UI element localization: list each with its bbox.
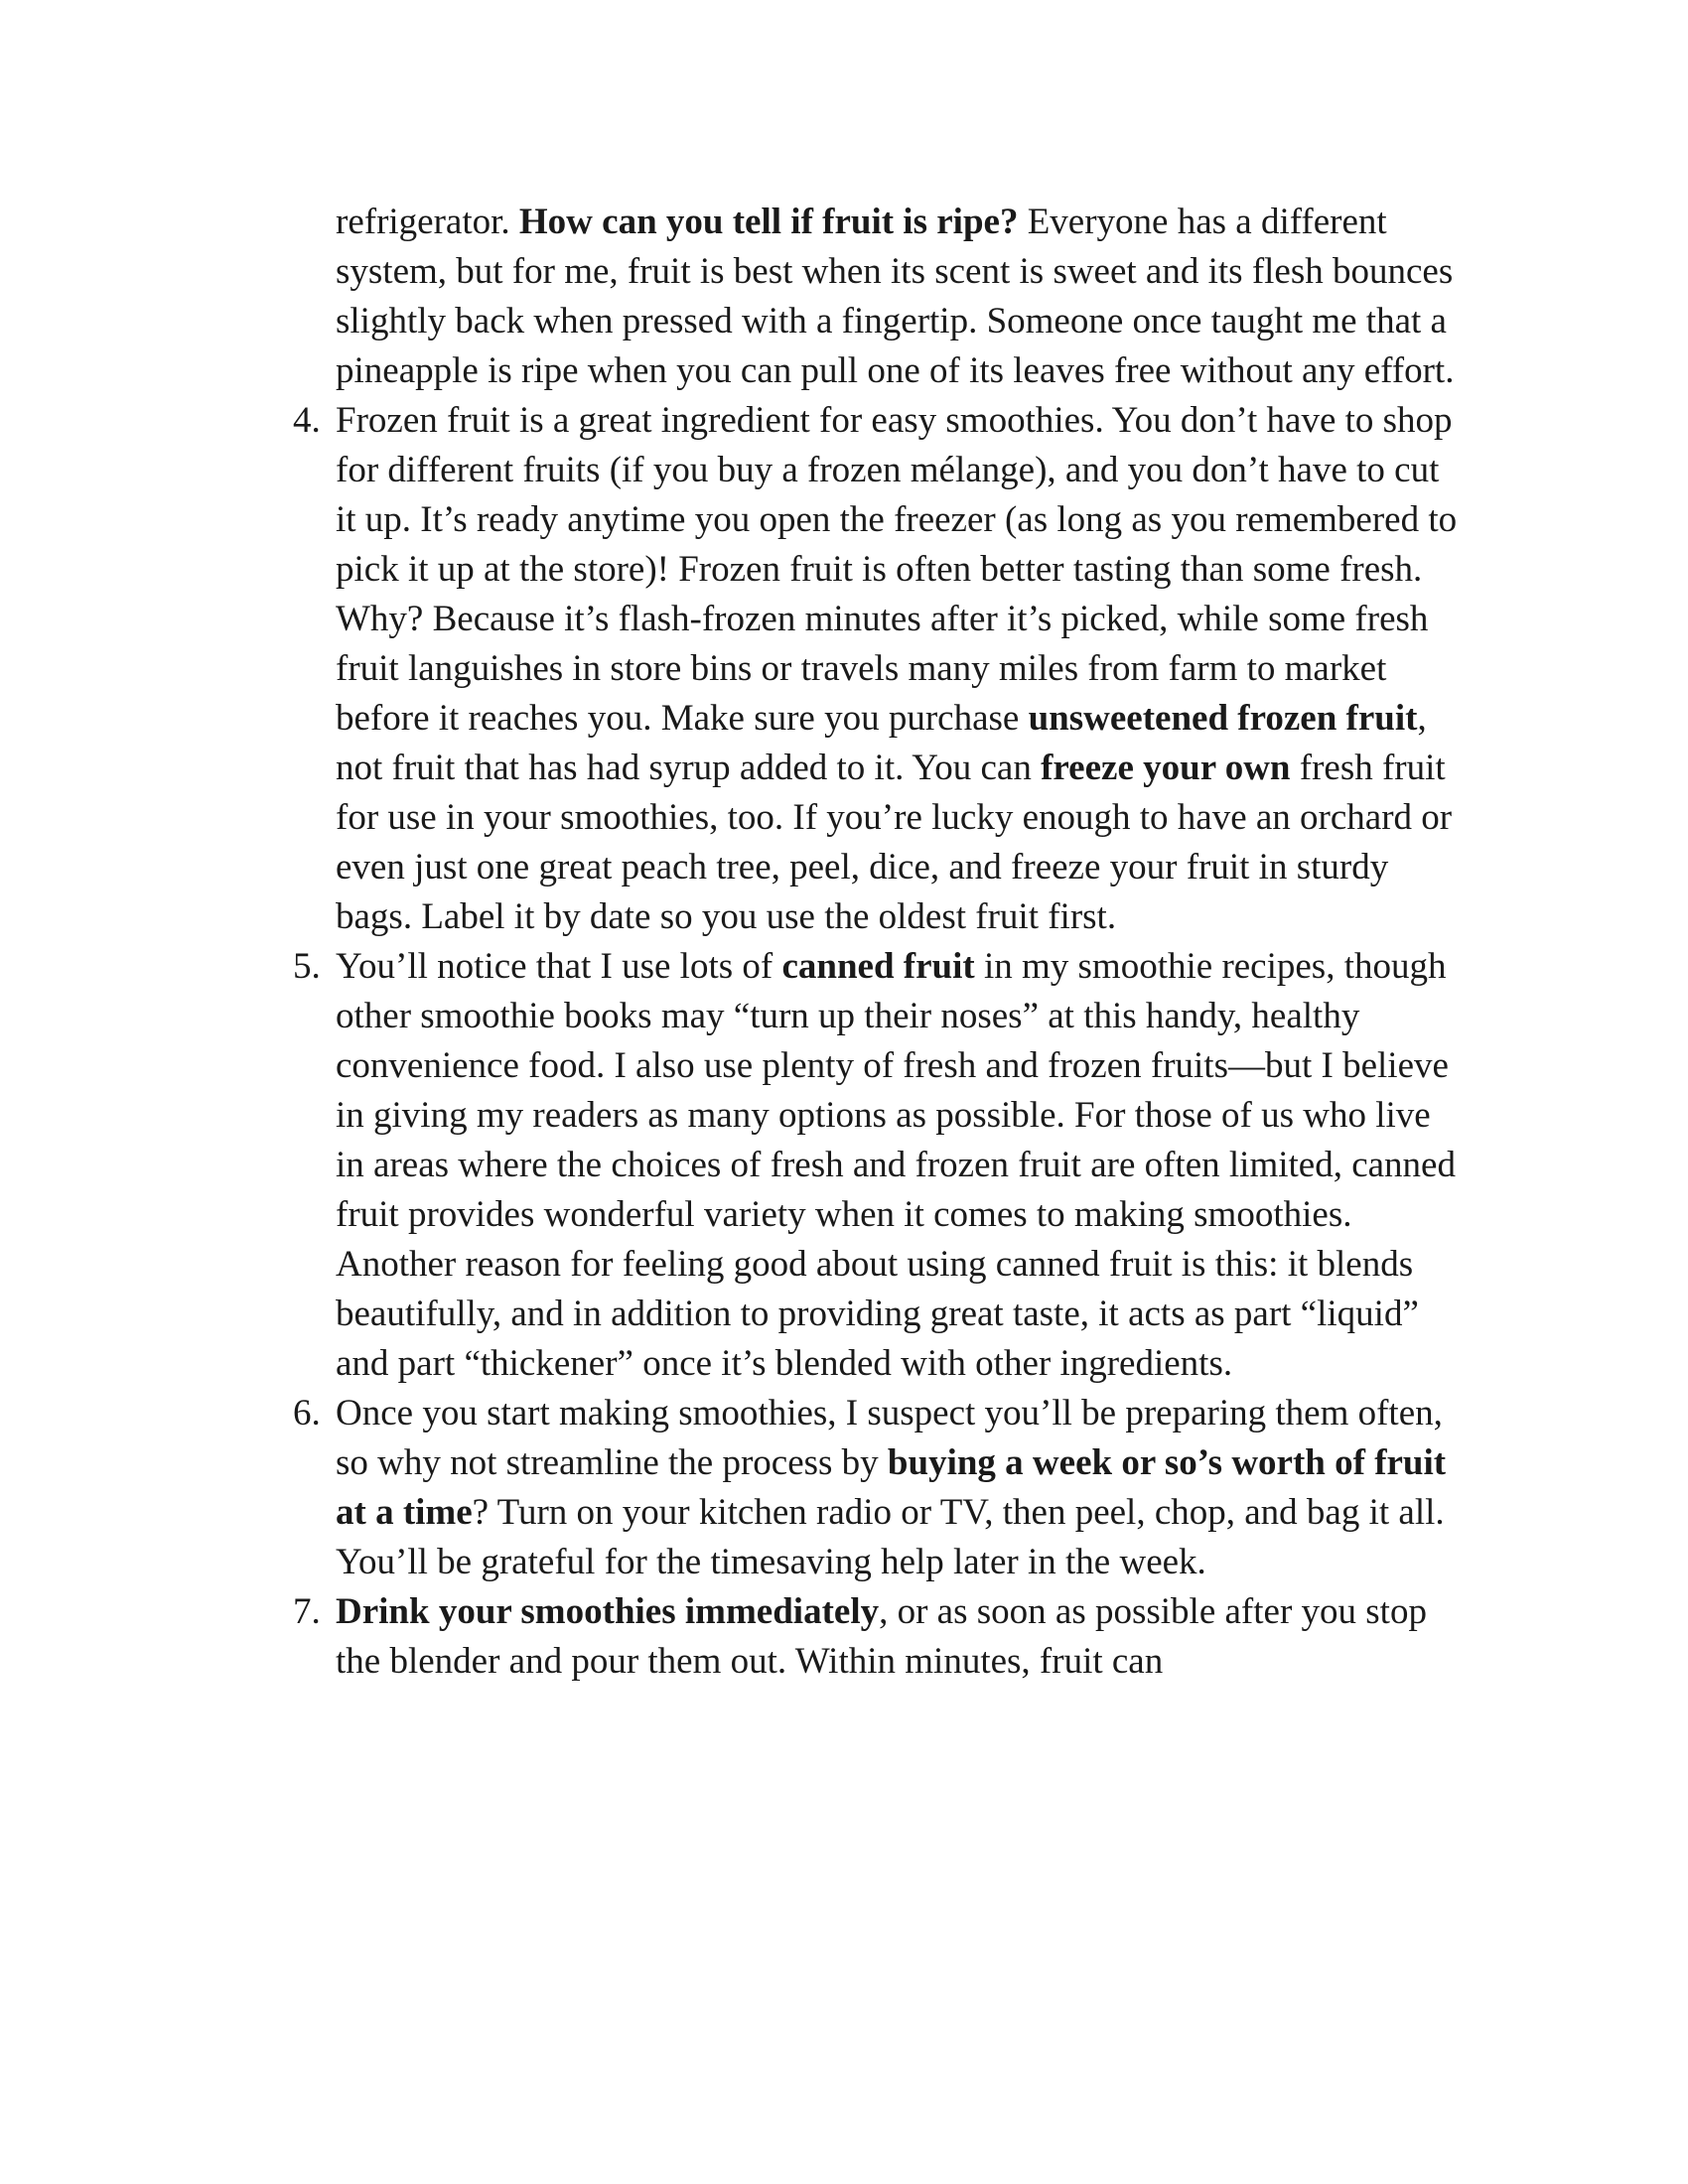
paragraph-text: ? Turn on your kitchen radio or TV, then peel, chop, and bag it all. You’ll be grateful for the timesaving help later in the week. xyxy=(336,1492,1445,1582)
paragraph-text: Frozen fruit is a great ingredient for easy smoothies. You don’t have to shop for different fruits (if you buy a frozen mélange), and you don’t have to cut it up. It’s ready anytime you open the freezer (as long as you remembered to pick it up at the store)! Frozen fruit is often better tasting than some fresh. Why? Because it’s flash-frozen minutes after it’s picked, while some fresh fruit languishes in store bins or travels many miles from farm to market before it reaches you. Make sure you purchase xyxy=(336,400,1458,739)
list-item-5 xyxy=(293,942,1468,1389)
paragraph-text: , or as soon as possible after you stop the blender and pour them out. Within minutes, fruit can xyxy=(336,1591,1427,1682)
bold-text: Drink your smoothies immediately xyxy=(336,1591,880,1632)
paragraph-text: in my smoothie recipes, though other smoothie books may “turn up their noses” at this handy, healthy convenience food. I also use plenty of fresh and frozen fruits—but I believe in giving my readers as many options as possible. For those of us who live in areas where the choices of fresh and frozen fruit are often limited, canned fruit provides wonderful variety when it comes to making smoothies. Another reason for feeling good about using canned fruit is this: it blends beautifully, and in addition to providing great taste, it acts as part “liquid” and part “thickener” once it’s blended with other ingredients. xyxy=(336,946,1456,1384)
page-body xyxy=(293,198,1468,1687)
paragraph-text: fresh fruit for use in your smoothies, too. If you’re lucky enough to have an orchard or even just one great peach tree, peel, dice, and freeze your fruit in sturdy bags. Label it by date so you use the oldest fruit first. xyxy=(336,748,1453,937)
paragraph-text: Once you start making smoothies, I suspect you’ll be preparing them often, so why not streamline the process by xyxy=(336,1393,1443,1483)
paragraph-text: You’ll notice that I use lots of xyxy=(336,946,782,987)
bold-text: unsweetened frozen fruit xyxy=(1028,698,1418,739)
bold-text: How can you tell if fruit is ripe? xyxy=(518,202,1019,242)
bold-text: canned fruit xyxy=(781,946,975,987)
paragraph-text: , not fruit that has had syrup added to it. You can xyxy=(336,698,1427,788)
paragraph-text: Everyone has a different system, but for me, fruit is best when its scent is sweet and its flesh bounces slightly back when pressed with a fingertip. Someone once taught me that a pineapple is ripe when you can pull one of its leaves free without any effort. xyxy=(336,202,1455,391)
continued-paragraph xyxy=(336,198,1468,396)
bold-text: freeze your own xyxy=(1041,748,1291,788)
list-number: 4. xyxy=(293,400,321,441)
list-number: 7. xyxy=(293,1591,321,1632)
list-number: 6. xyxy=(293,1393,321,1433)
list-item-6 xyxy=(293,1389,1468,1587)
list-item-4 xyxy=(293,396,1468,942)
list-item-7 xyxy=(293,1587,1468,1687)
paragraph-text: refrigerator. xyxy=(336,202,519,242)
list-number: 5. xyxy=(293,946,321,987)
bold-text: buying a week or so’s worth of fruit at a time xyxy=(336,1442,1447,1533)
